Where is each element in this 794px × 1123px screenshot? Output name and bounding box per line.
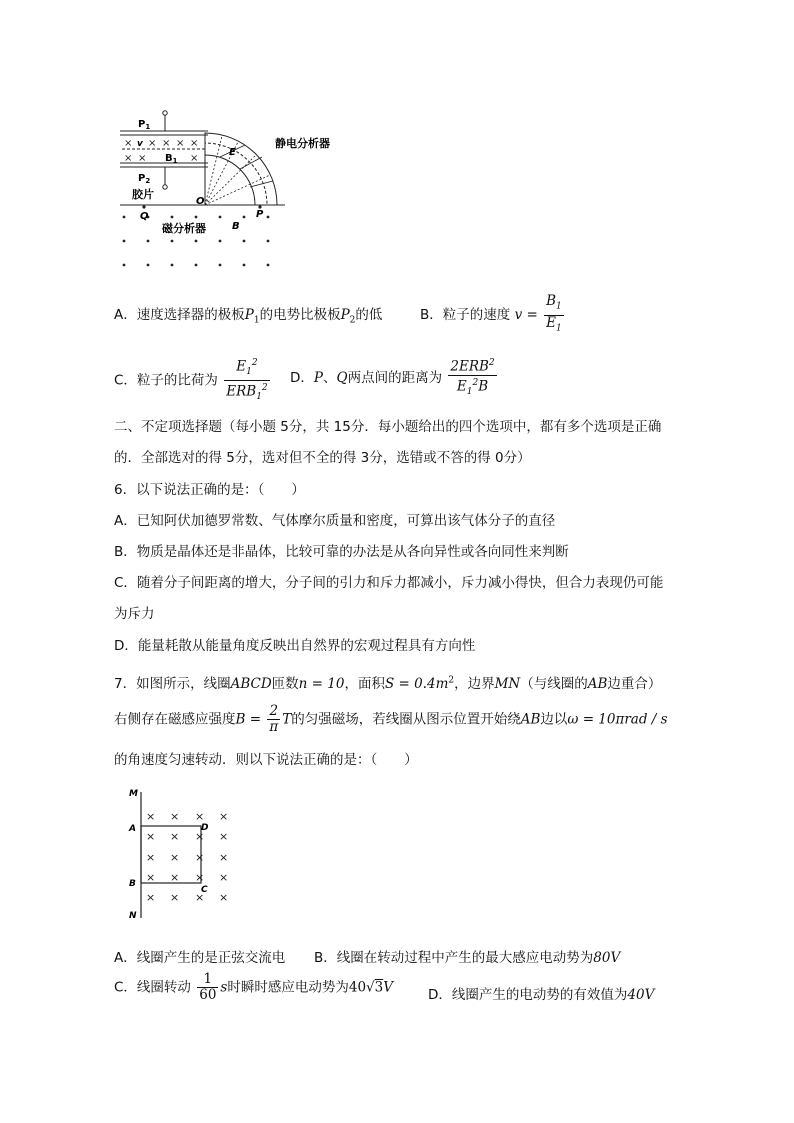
field-e-label: E xyxy=(229,147,236,158)
q7-stem-line1: 7．如图所示，线圈ABCD匝数n = 10，面积$S = 0.4m^2$，边界MN（与线圈的AB边重合） xyxy=(114,675,662,692)
cross-mark: × xyxy=(146,810,156,823)
fraction: $\frac{1}{60}$ xyxy=(199,971,217,1003)
cross-mark: × xyxy=(170,851,180,864)
cross-mark: × xyxy=(190,138,199,149)
cross-mark: × xyxy=(170,891,180,904)
label-n: N xyxy=(129,911,137,921)
velocity-label: v xyxy=(137,139,143,149)
plate-p1-label: $P_1$ xyxy=(138,119,151,131)
field-b-label: B xyxy=(232,221,240,232)
section-heading-line1: 二、不定项选择题（每小题 5分，共 15分．每小题给出的四个选项中，都有多个选项是正确 xyxy=(114,419,662,435)
q6-option-c-line1: C．随着分子间距离的增大，分子间的引力和斥力都减小，斥力减小得快，但合力表现仍可能 xyxy=(114,575,664,591)
q6-stem: 6．以下说法正确的是：（ ） xyxy=(114,482,305,498)
q7-option-c: C．线圈转动 $\frac{1}{60}$ s时瞬时感应电动势为40√3V xyxy=(114,971,393,1003)
field-b1-label: $B_1$ xyxy=(165,153,178,165)
q5-option-c: C．粒子的比荷为 $\frac{E_1^2}{ERB_1^2}$ xyxy=(114,356,272,405)
q5-option-d: D．P、Q两点间的距离为 $\frac{2ERB^2}{E_1^2B}$ xyxy=(290,356,499,400)
cross-mark: × xyxy=(219,810,229,823)
label-d: D xyxy=(201,823,209,833)
sqrt-symbol: √ xyxy=(366,979,375,996)
q5-option-b: B．粒子的速度 v = $\frac{B_1}{E_1}$ xyxy=(420,294,566,336)
label-b: B xyxy=(129,879,136,889)
label-m: M xyxy=(129,789,138,799)
cross-mark: × xyxy=(146,891,156,904)
q5-option-a: A．速度选择器的极板$P_1$的电势比极板$P_2$的低 xyxy=(114,307,383,326)
point-o-label: O xyxy=(196,196,205,207)
point-p-label: P xyxy=(256,209,264,220)
fraction: $\frac{2}{\pi}$ xyxy=(269,703,279,735)
cross-mark: × xyxy=(219,851,229,864)
cross-mark: × xyxy=(162,138,171,149)
label-c: C xyxy=(201,885,208,895)
fraction: $\frac{B_1}{E_1}$ xyxy=(546,293,562,334)
q7-stem-line2: 右侧存在磁感应强度B = $\frac{2}{\pi}$ T的匀强磁场，若线圈从图示位置开始绕AB边以ω = 10πrad / s xyxy=(114,703,668,735)
cross-mark: × xyxy=(176,138,185,149)
cross-mark: × xyxy=(195,851,205,864)
q6-option-d: D．能量耗散从能量角度反映出自然界的宏观过程具有方向性 xyxy=(114,638,476,654)
cross-mark: × xyxy=(170,871,180,884)
cross-mark: × xyxy=(138,153,147,164)
label-a: A xyxy=(129,824,136,834)
cross-mark: × xyxy=(195,871,205,884)
cross-mark: × xyxy=(219,891,229,904)
electrostatic-analyzer-label: 静电分析器 xyxy=(275,137,330,150)
q6-option-a: A．已知阿伏加德罗常数、气体摩尔质量和密度，可算出该气体分子的直径 xyxy=(114,513,556,529)
cross-mark: × xyxy=(148,138,157,149)
cross-mark: × xyxy=(146,851,156,864)
q7-option-d: D．线圈产生的电动势的有效值为40V xyxy=(428,987,655,1003)
cross-mark: × xyxy=(170,830,180,843)
fraction: $\frac{E_1^2}{ERB_1^2}$ xyxy=(226,358,268,403)
cross-mark: × xyxy=(170,810,180,823)
fraction: $\frac{2ERB^2}{E_1^2B}$ xyxy=(450,358,495,397)
q7-stem-line3: 的角速度匀速转动．则以下说法正确的是：（ ） xyxy=(114,752,418,768)
section-heading-line2: 的．全部选对的得 5分，选对但不全的得 3分，选错或不答的得 0分） xyxy=(114,450,531,466)
plate-p2-label: $P_2$ xyxy=(138,173,151,185)
cross-mark: × xyxy=(124,153,133,164)
cross-mark: × xyxy=(195,891,205,904)
cross-mark: × xyxy=(195,810,205,823)
cross-mark: × xyxy=(190,153,199,164)
film-label: 胶片 xyxy=(132,188,154,201)
cross-mark: × xyxy=(146,871,156,884)
coil-figure xyxy=(125,786,245,924)
magnetic-analyzer-label: 磁分析器 xyxy=(162,222,206,235)
q7-option-b: B．线圈在转动过程中产生的最大感应电动势为80V xyxy=(314,950,621,966)
q6-option-b: B．物质是晶体还是非晶体，比较可靠的办法是从各向异性或各向同性来判断 xyxy=(114,544,569,560)
q6-option-c-line2: 为斥力 xyxy=(114,606,155,622)
point-q-label: Q xyxy=(140,211,149,222)
cross-mark: × xyxy=(219,871,229,884)
cross-mark: × xyxy=(146,830,156,843)
cross-mark: × xyxy=(195,830,205,843)
cross-mark: × xyxy=(219,830,229,843)
q7-option-a: A．线圈产生的是正弦交流电 xyxy=(114,950,286,966)
cross-mark: × xyxy=(124,138,133,149)
mass-spectrometer-figure xyxy=(110,105,330,275)
